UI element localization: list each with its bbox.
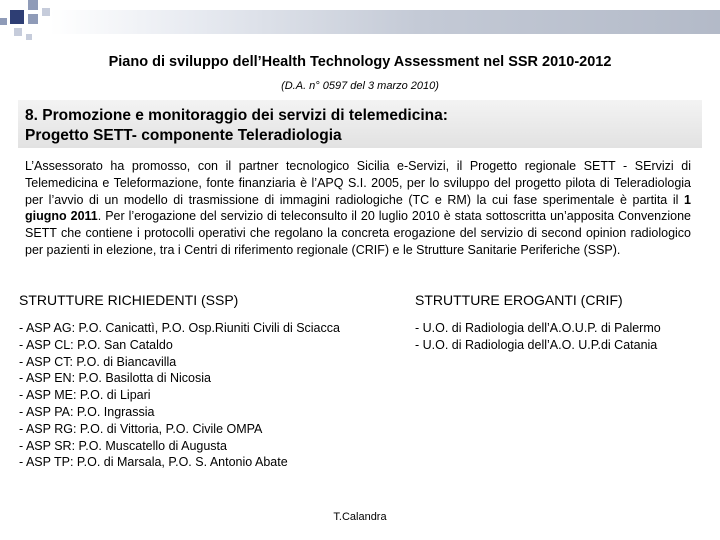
section-heading-line2: Progetto SETT- componente Teleradiologia — [25, 127, 342, 144]
list-item: - ASP SR: P.O. Muscatello di Augusta — [19, 438, 227, 453]
decorative-square — [28, 0, 38, 10]
list-item: - ASP CL: P.O. San Cataldo — [19, 337, 173, 352]
decorative-square — [28, 14, 38, 24]
list-item: - ASP ME: P.O. di Lipari — [19, 388, 151, 403]
list-item: - ASP EN: P.O. Basilotta di Nicosia — [19, 371, 211, 386]
decorative-square — [10, 10, 24, 24]
intro-text-part2: . Per l’erogazione del servizio di teleconsulto il 20 luglio 2010 è stata sottoscritta un’apposita Convenzione SETT che contiene i protocolli operativi che regolano la concreta erogazione del servizio di second opinion radiologico per pazienti in elezione, tra i Centri di riferimento regionale (CRIF) e le Strutture Sanitarie Periferiche (SSP). — [25, 209, 691, 257]
crif-list — [415, 320, 661, 354]
section-heading-line1: 8. Promozione e monitoraggio dei servizi di telemedicina: — [25, 107, 448, 124]
list-item: - U.O. di Radiologia dell’A.O.U.P. di Palermo — [415, 321, 661, 335]
ssp-list — [19, 320, 340, 471]
list-item: - ASP AG: P.O. Canicattì, P.O. Osp.Riuniti Civili di Sciacca — [19, 321, 340, 335]
list-item: - U.O. di Radiologia dell’A.O. U.P.di Catania — [415, 337, 658, 352]
decorative-square — [42, 8, 50, 16]
header-gradient-bar — [50, 10, 720, 34]
page-title: Piano di sviluppo dell’Health Technology Assessment nel SSR 2010-2012 — [108, 54, 612, 70]
section-heading — [25, 106, 695, 146]
page-subtitle: (D.A. n° 0597 del 3 marzo 2010) — [281, 80, 439, 92]
list-item: - ASP PA: P.O. Ingrassia — [19, 404, 155, 419]
intro-date: 1 giugno 2011 — [25, 192, 691, 224]
list-item: - ASP CT: P.O. di Biancavilla — [19, 354, 177, 369]
crif-heading: STRUTTURE EROGANTI (CRIF) — [415, 292, 623, 308]
intro-paragraph — [25, 158, 691, 259]
list-item: - ASP RG: P.O. di Vittoria, P.O. Civile OMPA — [19, 421, 263, 436]
decorative-square — [14, 28, 22, 36]
decorative-square — [26, 34, 32, 40]
ssp-heading: STRUTTURE RICHIEDENTI (SSP) — [19, 292, 239, 308]
intro-text-part1: L’Assessorato ha promosso, con il partner tecnologico Sicilia e-Servizi, il Progetto regionale SETT - SErvizi di Telemedicina e Teleformazione, fonte finanziaria è l’APQ S.I. 2005, per lo sviluppo del progetto pilota di Teleradiologia per l’avvio di un modello di trasmissione di immagini radiologiche (TC e RM) la cui fase sperimentale è partita il — [25, 159, 691, 207]
list-item: - ASP TP: P.O. di Marsala, P.O. S. Antonio Abate — [19, 455, 288, 470]
decorative-square — [0, 18, 7, 25]
footer-author: T.Calandra — [333, 511, 387, 523]
